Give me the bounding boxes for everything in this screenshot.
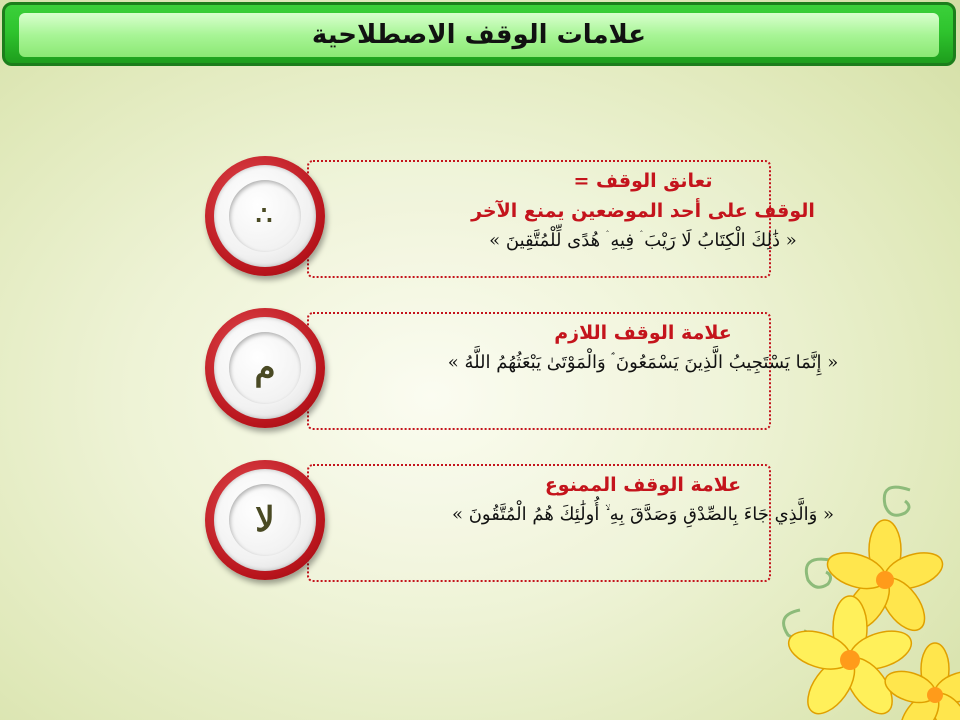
verse-text: « إِنَّمَا يَسْتَجِيبُ الَّذِينَ يَسْمَعُونَ ۘ وَالْمَوْتَىٰ يَبْعَثُهُمُ اللَّهُ » <box>447 352 839 373</box>
page-title: علامات الوقف الاصطلاحية <box>311 20 647 50</box>
heading-line: علامة الوقف اللازم <box>554 322 732 344</box>
symbol-glyph: م <box>229 332 301 404</box>
flower-decoration-icon <box>760 460 960 720</box>
description-box <box>307 312 839 430</box>
title-bar <box>2 2 956 66</box>
verse-text: « وَالَّذِي جَاءَ بِالصِّدْقِ وَصَدَّقَ بِهِ ۙ أُولَٰئِكَ هُمُ الْمُتَّقُونَ » <box>451 504 835 525</box>
stop-sign-row-2 <box>205 312 839 436</box>
symbol-badge <box>205 156 325 276</box>
symbol-glyph: لا <box>229 484 301 556</box>
description-box <box>307 464 835 582</box>
heading-line: الوقف على أحد الموضعين يمنع الآخر <box>471 200 815 222</box>
symbol-badge <box>205 460 325 580</box>
stop-sign-row-3 <box>205 464 835 588</box>
verse-text: « ذَٰلِكَ الْكِتَابُ لَا رَيْبَ ۛ فِيهِ ۛ هُدًى لِّلْمُتَّقِينَ » <box>489 230 797 251</box>
title-panel <box>19 13 939 57</box>
symbol-glyph: ∴ <box>229 180 301 252</box>
stop-sign-row-1 <box>205 160 815 284</box>
heading-line: علامة الوقف الممنوع <box>544 474 742 496</box>
heading-line: تعانق الوقف = <box>573 170 713 192</box>
symbol-badge <box>205 308 325 428</box>
description-box <box>307 160 815 278</box>
